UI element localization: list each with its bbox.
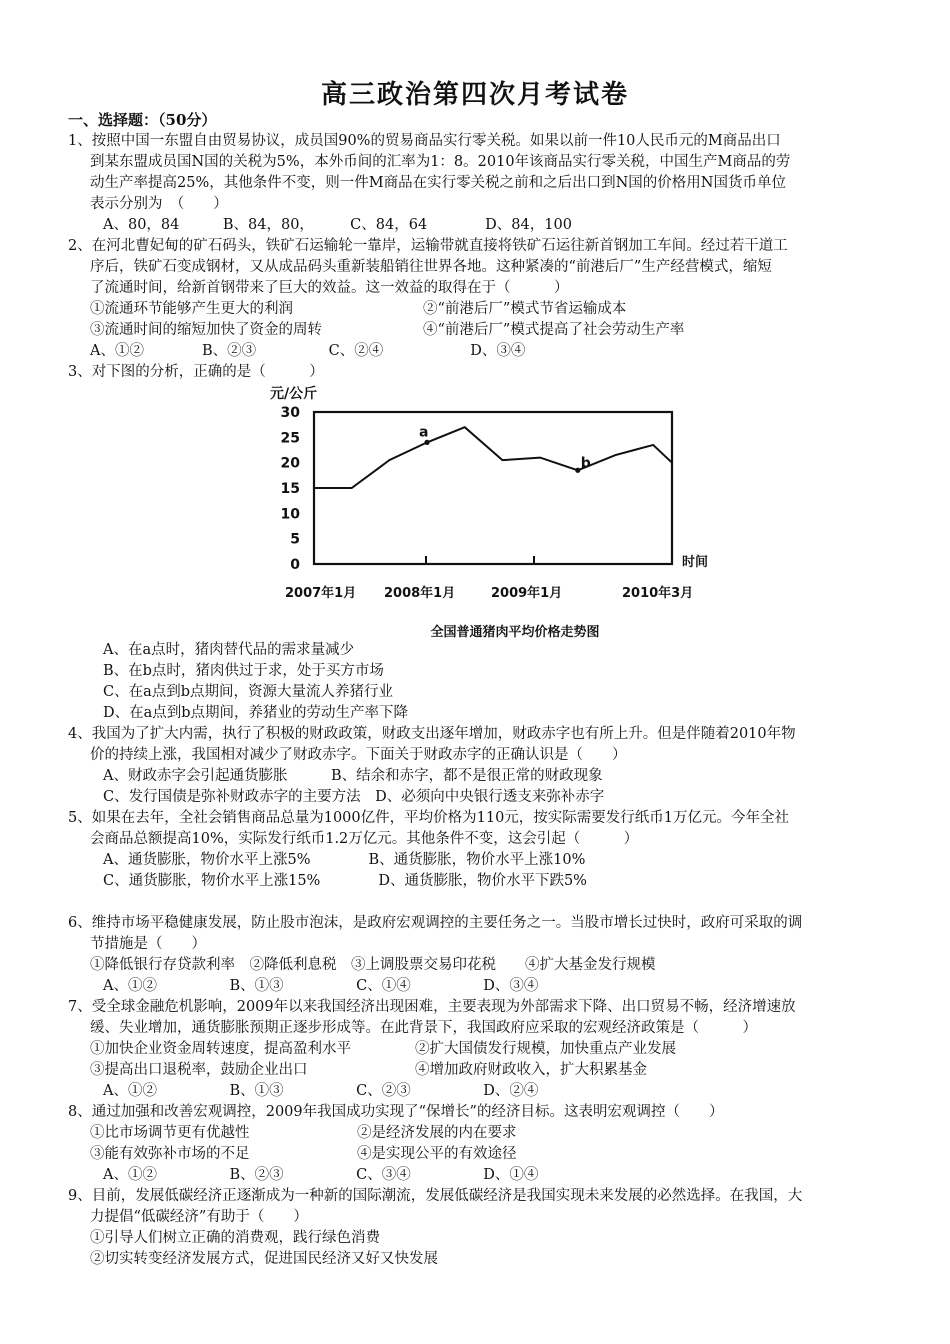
exam-title: 高三政治第四次月考试卷 xyxy=(320,80,629,110)
q3-line1: 3、对下图的分析，正确的是（ ） xyxy=(68,364,324,380)
q2-options: A、①② B、②③ C、②④ D、③④ xyxy=(90,343,526,359)
q2-statement-3: ③流通时间的缩短加快了资金的周转 xyxy=(90,322,322,338)
q9-statement-1: ①引导人们树立正确的消费观，践行绿色消费 xyxy=(90,1230,380,1246)
q6-statements: ①降低银行存贷款利率 ②降低利息税 ③上调股票交易印花税 ④扩大基金发行规模 xyxy=(90,957,656,973)
q7-statement-2: ②扩大国债发行规模，加快重点产业发展 xyxy=(415,1041,676,1057)
q2-line1: 2、在河北曹妃甸的矿石码头，铁矿石运输轮一靠岸，运输带就直接将铁矿石运往新首钢加工车间。经过若干道工 xyxy=(68,238,788,254)
q6-options: A、①② B、①③ C、①④ D、③④ xyxy=(103,978,539,994)
q9-line1: 9、目前，发展低碳经济正逐渐成为一种新的国际潮流，发展低碳经济是我国实现未来发展的必然选择。在我国，大 xyxy=(68,1188,803,1204)
q6-line1: 6、维持市场平稳健康发展，防止股市泡沫，是政府宏观调控的主要任务之一。当股市增长过快时，政府可采取的调 xyxy=(68,915,803,931)
q7-line1: 7、受全球金融危机影响，2009年以来我国经济出现困难，主要表现为外部需求下降、出口贸易不畅，经济增速放 xyxy=(68,999,796,1015)
chart-point-a xyxy=(424,440,429,445)
chart-y-tick-label: 0 xyxy=(290,557,300,573)
q3-option-c: C、在a点到b点期间，资源大量流人养猪行业 xyxy=(103,684,394,700)
q2-statement-2: ②“前港后厂”模式节省运输成本 xyxy=(423,301,627,317)
chart-point-a-label: a xyxy=(419,424,429,441)
q3-option-d: D、在a点到b点期间，养猪业的劳动生产率下降 xyxy=(103,705,409,721)
q4-line2: 价的持续上涨，我国相对减少了财政赤字。下面关于财政赤字的正确认识是（ ） xyxy=(90,747,627,763)
q8-statement-3: ③能有效弥补市场的不足 xyxy=(90,1146,250,1162)
chart-y-tick-label: 30 xyxy=(280,405,300,421)
q2-line3: 了流通时间，给新首钢带来了巨大的效益。这一效益的取得在于（ ） xyxy=(90,280,569,296)
q9-line2: 力提倡“低碳经济”有助于（ ） xyxy=(90,1209,308,1225)
q5-options-cd: C、通货膨胀，物价水平上涨15% D、通货膨胀，物价水平下跌5% xyxy=(103,873,587,889)
q4-line1: 4、我国为了扩大内需，执行了积极的财政政策，财政支出逐年增加，财政赤字也有所上升。但是伴随着2010年物 xyxy=(68,726,796,742)
q5-line2: 会商品总额提高10%，实际发行纸币1.2万亿元。其他条件不变，这会引起（ ） xyxy=(90,831,639,847)
chart-y-tick-label: 15 xyxy=(280,481,300,497)
chart-xtick-1: 2007年1月 xyxy=(285,586,357,601)
q1-line4: 表示分别为 （ ） xyxy=(90,196,228,212)
chart-xtick-4: 2010年3月 xyxy=(622,586,694,601)
chart-plot-frame xyxy=(314,412,672,564)
q8-line1: 8、通过加强和改善宏观调控，2009年我国成功实现了“保增长”的经济目标。这表明宏观调控（ ） xyxy=(68,1104,724,1120)
chart-xtick-3: 2009年1月 xyxy=(491,586,563,601)
q1-line3: 动生产率提高25%，其他条件不变，则一件M商品在实行零关税之前和之后出口到N国的价格用N国货币单位 xyxy=(90,175,786,191)
chart-y-tick-label: 20 xyxy=(280,455,300,472)
chart-xtick-2: 2008年1月 xyxy=(384,586,456,601)
q4-options-ab: A、财政赤字会引起通货膨胀 B、结余和赤字，都不是很正常的财政现象 xyxy=(103,768,603,784)
chart-y-ticks xyxy=(281,405,301,573)
q7-statement-4: ④增加政府财政收入，扩大积累基金 xyxy=(415,1062,647,1078)
chart-point-b-label: b xyxy=(580,455,591,472)
q2-statement-1: ①流通环节能够产生更大的利润 xyxy=(90,301,293,317)
q5-options-ab: A、通货膨胀，物价水平上涨5% B、通货膨胀，物价水平上涨10% xyxy=(103,852,586,868)
chart-y-tick-label: 25 xyxy=(280,430,300,447)
section-heading: 一、选择题：（50分） xyxy=(68,111,217,129)
q7-options: A、①② B、①③ C、②③ D、②④ xyxy=(103,1083,539,1099)
q5-line1: 5、如果在去年，全社会销售商品总量为1000亿件，平均价格为110元，按实际需要发行纸币1万亿元。今年全社 xyxy=(68,810,790,826)
chart-series-line xyxy=(314,427,672,488)
chart-point-b xyxy=(575,468,580,473)
q8-options: A、①② B、②③ C、③④ D、①④ xyxy=(103,1167,539,1183)
chart-title: 全国普通猪肉平均价格走势图 xyxy=(430,625,600,640)
pork-price-chart xyxy=(262,382,732,644)
chart-y-tick-label: 10 xyxy=(280,506,300,523)
q4-options-cd: C、发行国债是弥补财政赤字的主要方法 D、必须向中央银行透支来弥补赤字 xyxy=(103,789,605,805)
chart-y-tick-label: 5 xyxy=(290,531,300,548)
q1-options: A、80，84 B、84，80， C、84，64 D、84，100 xyxy=(103,217,572,233)
q7-statement-3: ③提高出口退税率，鼓励企业出口 xyxy=(90,1062,308,1078)
q1-line1: 1、按照中国一东盟自由贸易协议，成员国90%的贸易商品实行零关税。如果以前一件10人民币元的M商品出口 xyxy=(68,133,781,149)
q6-line2: 节措施是（ ） xyxy=(90,936,206,952)
q3-option-b: B、在b点时，猪肉供过于求，处于买方市场 xyxy=(103,663,384,679)
q1-line2: 到某东盟成员国N国的关税为5%，本外币间的汇率为1：8。2010年该商品实行零关税，中国生产M商品的劳 xyxy=(90,154,791,170)
q7-line2: 缓、失业增加，通货膨胀预期正逐步形成等。在此背景下，我国政府应采取的宏观经济政策是（ ） xyxy=(90,1020,757,1036)
q7-statement-1: ①加快企业资金周转速度，提高盈利水平 xyxy=(90,1041,351,1057)
q8-statement-2: ②是经济发展的内在要求 xyxy=(357,1125,517,1141)
q8-statement-4: ④是实现公平的有效途径 xyxy=(357,1146,517,1162)
q3-option-a: A、在a点时，猪肉替代品的需求量减少 xyxy=(103,642,355,658)
chart-xlabel: 时间 xyxy=(682,555,709,570)
q2-statement-4: ④“前港后厂”模式提高了社会劳动生产率 xyxy=(423,322,685,338)
q2-line2: 序后，铁矿石变成钢材，又从成品码头重新装船销往世界各地。这种紧凑的“前港后厂”生产经营模式，缩短 xyxy=(90,259,772,275)
chart-ylabel: 元/公斤 xyxy=(270,386,318,402)
q8-statement-1: ①比市场调节更有优越性 xyxy=(90,1125,250,1141)
q9-statement-2: ②切实转变经济发展方式，促进国民经济又好又快发展 xyxy=(90,1251,438,1267)
